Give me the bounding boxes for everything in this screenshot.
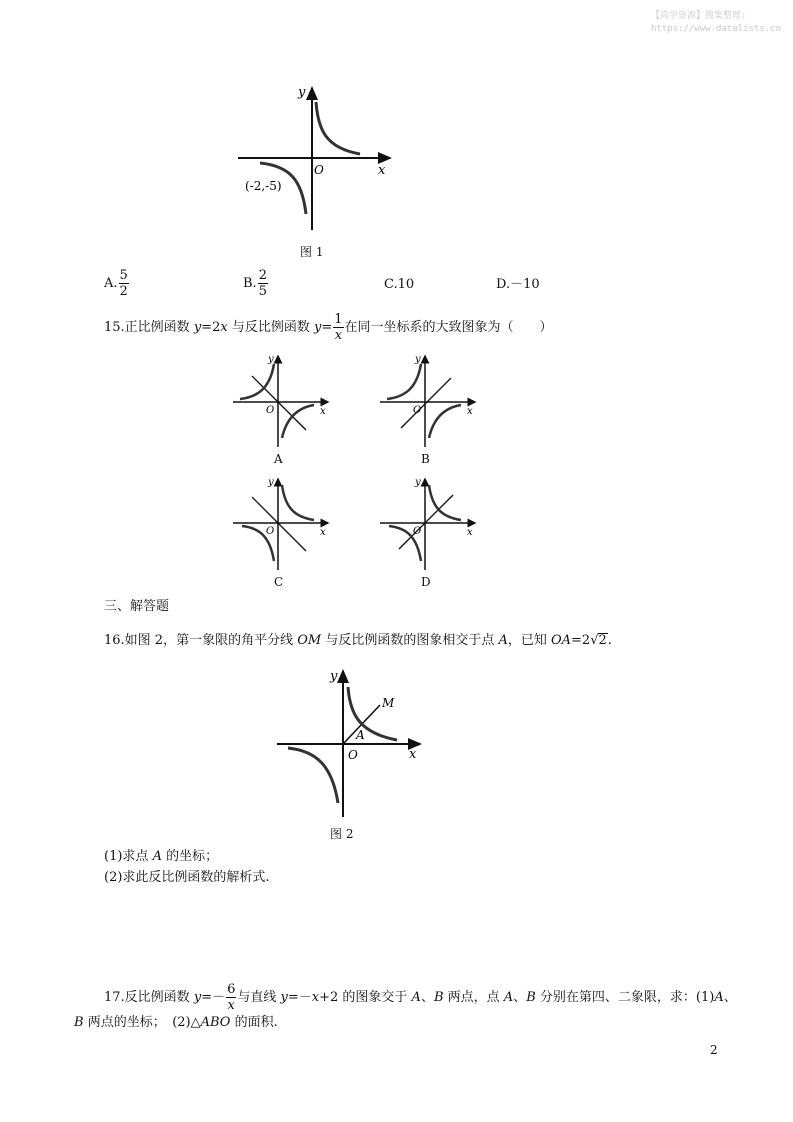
q15-c-x-label: x [320,527,326,538]
watermark-title: 【尚学资源】搜集整理: [650,11,747,21]
fig1-point-label: (-2,-5) [245,179,282,193]
q17-eq2: =－ [287,990,312,1005]
q15-c-origin: O [266,526,275,537]
fig1-x-label: x [378,163,386,178]
q15-graph-a [228,350,338,450]
question-15 [104,312,553,343]
fig2-y-label: y [330,669,338,684]
q16-sqrt-sign: √ [590,633,599,648]
q15-graph-c [228,473,338,573]
q16-subquestion-1 [104,848,218,866]
q16-subquestion-2: (2)求此反比例函数的解析式. [104,870,270,885]
q17-a3: A [714,990,724,1005]
q16-part3: ，已知 [507,633,551,648]
q15-b-origin: O [413,405,422,416]
q16-part2: 与反比例函数的图象相交于点 [321,633,499,648]
q15-eq2: = [321,320,333,335]
q17-fraction [226,982,236,1013]
q16-eq: =2 [571,633,591,648]
q15-part1: 15.正比例函数 [104,320,194,335]
option-a [104,268,130,299]
q17-frac-den: x [227,998,235,1013]
q17-b2: B [526,990,536,1005]
q17-line2-b: B [74,1015,84,1030]
fig2-x-label: x [409,747,417,762]
q17-x2: x [311,990,320,1005]
figure-1-graph [230,80,400,240]
q15-b-y-label: y [415,354,421,365]
q15-graph-b [375,350,485,450]
q17-sep2: 、 [513,990,527,1005]
q17-a: A [411,990,421,1005]
q16-om: OM [297,633,322,648]
fig2-curve-q3 [288,748,338,803]
q15-d-origin: O [413,526,422,537]
q17-abo: ABO [200,1015,231,1030]
option-c: C.10 [384,277,415,292]
q15-a-origin: O [266,405,275,416]
option-b-fraction [258,268,268,299]
q15-eq1: =2 [201,320,221,335]
q16-a: A [498,633,508,648]
q16-sub1-a: A [152,849,162,864]
figure-1-caption: 图 1 [300,245,324,259]
q17-eq1: =－ [201,990,226,1005]
q16-sub1-post: 的坐标； [161,849,219,864]
question-17-line-2 [74,1014,278,1032]
option-b-numerator: 2 [258,268,267,283]
option-a-prefix: A. [104,276,118,291]
q15-a-x-label: x [320,406,326,417]
fig2-origin-label: O [348,748,358,762]
fig2-m-label: M [382,696,395,710]
q17-line2-part1: 两点的坐标； (2)△ [83,1015,201,1030]
figure-2-graph [272,665,432,825]
q17-a2: A [503,990,514,1005]
question-16 [104,632,612,650]
q15-graph-a-label: A [274,452,283,466]
q17-y2: y [280,990,288,1005]
q17-part5: 分别在第四、二象限，求：(1) [535,990,715,1005]
q15-b-x-label: x [467,406,473,417]
q15-graph-c-label: C [274,575,284,589]
q15-y2: y [313,320,322,335]
q17-part2: 与直线 [237,990,281,1005]
q15-x1: x [220,320,228,335]
option-a-numerator: 5 [119,268,128,283]
q16-end: . [607,633,612,648]
q15-graph-d [375,473,485,573]
q15-graph-b-label: B [421,452,430,466]
q15-fraction [333,312,343,343]
option-b [243,268,269,299]
q16-part1: 16.如图 2，第一象限的角平分线 [104,633,298,648]
fig1-origin-label: O [314,163,324,177]
option-d: D.－10 [496,277,540,292]
section-heading: 三、解答题 [104,599,170,614]
watermark [651,10,781,36]
option-a-denominator: 2 [119,284,128,299]
fig1-curve-q1 [316,102,360,154]
q17-y1: y [193,990,202,1005]
q17-sep3: 、 [723,990,737,1005]
q17-part1: 17.反比例函数 [104,990,194,1005]
page-number: 2 [710,1043,718,1057]
q17-line2-part2: 的面积. [230,1015,278,1030]
q16-sqrt-value: 2 [598,633,607,648]
option-b-denominator: 5 [258,284,267,299]
q17-part3: +2 的图象交于 [319,990,412,1005]
q17-frac-num: 6 [227,982,236,997]
watermark-url: https://www.datalists.cn [650,24,781,34]
q15-y1: y [193,320,202,335]
q15-d-x-label: x [467,527,473,538]
option-a-fraction [119,268,129,299]
q15-frac-den: x [334,328,343,343]
q15-d-y-label: y [415,477,421,488]
question-17-line-1 [104,982,737,1013]
fig1-y-label: y [298,85,306,100]
q17-b: B [433,990,444,1005]
figure-2-caption: 图 2 [330,827,354,841]
q17-sep1: 、 [420,990,434,1005]
q17-part4: 两点，点 [443,990,504,1005]
q16-oa: OA [550,633,572,648]
q15-part2: 与反比例函数 [227,320,314,335]
q15-c-y-label: y [268,477,274,488]
q15-graph-d-label: D [421,575,431,589]
fig2-a-label: A [356,728,365,742]
q15-frac-num: 1 [334,312,343,327]
q15-a-y-label: y [268,354,274,365]
option-b-prefix: B. [243,276,257,291]
q16-sub1-pre: (1)求点 [104,849,153,864]
q15-part3: 在同一坐标系的大致图象为（ ） [344,320,553,335]
